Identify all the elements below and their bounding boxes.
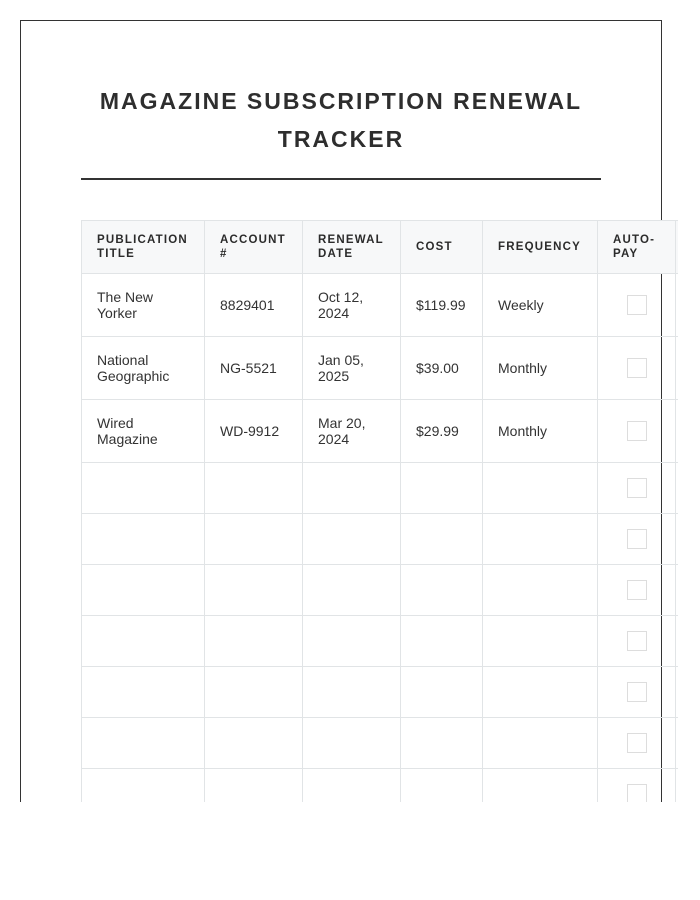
autopay-cell (598, 565, 676, 616)
autopay-checkbox[interactable] (627, 682, 647, 702)
empty-cell[interactable] (483, 514, 598, 565)
empty-cell[interactable] (82, 718, 205, 769)
empty-cell[interactable] (483, 565, 598, 616)
column-header: COST (401, 221, 483, 274)
empty-cell[interactable] (401, 718, 483, 769)
autopay-cell (598, 718, 676, 769)
column-header: FREQUENCY (483, 221, 598, 274)
empty-cell[interactable] (82, 667, 205, 718)
empty-cell[interactable] (401, 769, 483, 803)
extra-cell (676, 274, 679, 337)
title-cell: Wired Magazine (82, 400, 205, 463)
date-cell: Oct 12, 2024 (303, 274, 401, 337)
title-cell: The New Yorker (82, 274, 205, 337)
column-header: AUTO-PAY (598, 221, 676, 274)
empty-cell[interactable] (205, 514, 303, 565)
extra-cell (676, 400, 679, 463)
autopay-checkbox[interactable] (627, 580, 647, 600)
autopay-checkbox[interactable] (627, 784, 647, 802)
empty-table-row (82, 769, 679, 803)
empty-cell[interactable] (401, 616, 483, 667)
autopay-cell (598, 667, 676, 718)
empty-table-row (82, 616, 679, 667)
date-cell: Jan 05, 2025 (303, 337, 401, 400)
title-cell: National Geographic (82, 337, 205, 400)
autopay-cell (598, 463, 676, 514)
empty-cell[interactable] (82, 514, 205, 565)
empty-table-row (82, 565, 679, 616)
empty-cell[interactable] (303, 667, 401, 718)
empty-cell[interactable] (205, 667, 303, 718)
empty-cell[interactable] (205, 616, 303, 667)
extra-cell (676, 616, 679, 667)
column-header: PUBLICATION TITLE (82, 221, 205, 274)
table-header-row (82, 221, 679, 274)
empty-cell[interactable] (205, 769, 303, 803)
title-divider (81, 178, 601, 180)
page-title: MAGAZINE SUBSCRIPTION RENEWAL TRACKER (99, 88, 583, 152)
autopay-cell (598, 514, 676, 565)
cost-cell: $39.00 (401, 337, 483, 400)
empty-cell[interactable] (483, 769, 598, 803)
autopay-checkbox[interactable] (627, 295, 647, 315)
extra-cell (676, 337, 679, 400)
date-cell: Mar 20, 2024 (303, 400, 401, 463)
autopay-checkbox[interactable] (627, 529, 647, 549)
frequency-cell: Monthly (483, 400, 598, 463)
empty-cell[interactable] (401, 514, 483, 565)
autopay-cell (598, 769, 676, 803)
empty-table-row (82, 463, 679, 514)
empty-cell[interactable] (205, 463, 303, 514)
frequency-cell: Weekly (483, 274, 598, 337)
autopay-cell (598, 616, 676, 667)
extra-cell (676, 667, 679, 718)
cost-cell: $29.99 (401, 400, 483, 463)
empty-cell[interactable] (82, 565, 205, 616)
empty-table-row (82, 514, 679, 565)
tracker-table (81, 220, 678, 802)
empty-cell[interactable] (205, 718, 303, 769)
empty-table-row (82, 718, 679, 769)
extra-cell (676, 463, 679, 514)
table-row (82, 337, 679, 400)
column-header: ACCOUNT # (205, 221, 303, 274)
empty-table-row (82, 667, 679, 718)
extra-cell (676, 565, 679, 616)
account-cell: WD-9912 (205, 400, 303, 463)
autopay-cell (598, 400, 676, 463)
autopay-checkbox[interactable] (627, 358, 647, 378)
autopay-cell (598, 337, 676, 400)
extra-cell (676, 718, 679, 769)
empty-cell[interactable] (205, 565, 303, 616)
empty-cell[interactable] (483, 616, 598, 667)
table-row (82, 400, 679, 463)
cost-cell: $119.99 (401, 274, 483, 337)
empty-cell[interactable] (401, 667, 483, 718)
autopay-checkbox[interactable] (627, 733, 647, 753)
autopay-checkbox[interactable] (627, 631, 647, 651)
empty-cell[interactable] (303, 769, 401, 803)
empty-cell[interactable] (82, 616, 205, 667)
empty-cell[interactable] (303, 718, 401, 769)
autopay-checkbox[interactable] (627, 421, 647, 441)
extra-cell (676, 514, 679, 565)
empty-cell[interactable] (483, 718, 598, 769)
empty-cell[interactable] (303, 514, 401, 565)
frequency-cell: Monthly (483, 337, 598, 400)
empty-cell[interactable] (303, 616, 401, 667)
empty-cell[interactable] (401, 463, 483, 514)
tracker-table-wrapper (81, 220, 678, 802)
empty-cell[interactable] (401, 565, 483, 616)
account-cell: NG-5521 (205, 337, 303, 400)
empty-cell[interactable] (303, 463, 401, 514)
empty-cell[interactable] (82, 769, 205, 803)
column-header (676, 221, 679, 274)
autopay-cell (598, 274, 676, 337)
empty-cell[interactable] (303, 565, 401, 616)
extra-cell (676, 769, 679, 803)
autopay-checkbox[interactable] (627, 478, 647, 498)
empty-cell[interactable] (82, 463, 205, 514)
column-header: RENEWAL DATE (303, 221, 401, 274)
empty-cell[interactable] (483, 463, 598, 514)
table-row (82, 274, 679, 337)
account-cell: 8829401 (205, 274, 303, 337)
empty-cell[interactable] (483, 667, 598, 718)
